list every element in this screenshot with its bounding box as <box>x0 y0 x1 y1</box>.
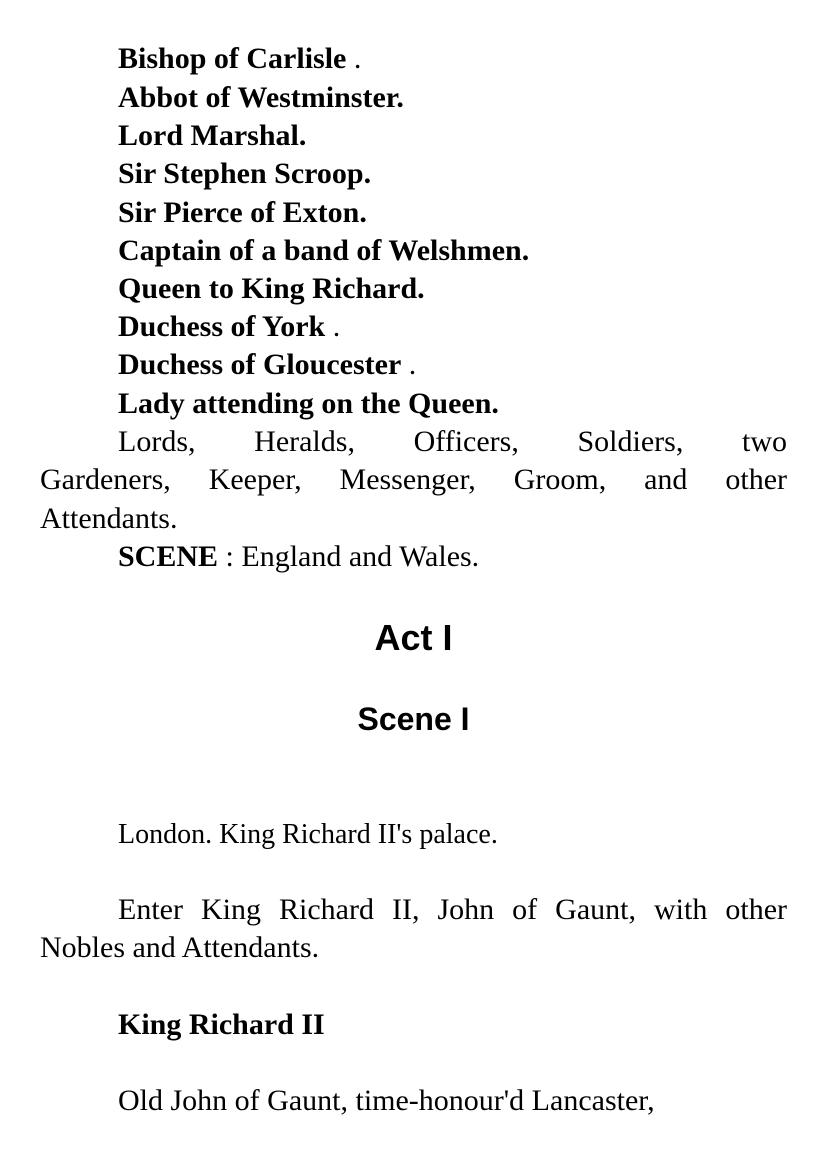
scene-location: London. King Richard II's palace. <box>118 819 498 850</box>
persona-sir-stephen-scroop: Sir Stephen Scroop. <box>118 157 372 190</box>
persona-queen: Queen to King Richard. <box>118 272 425 305</box>
persona-captain-of-welshmen: Captain of a band of Welshmen. <box>118 234 530 267</box>
persona-duchess-of-york: Duchess of York . <box>118 310 341 343</box>
persona-duchess-of-gloucester: Duchess of Gloucester . <box>118 348 417 381</box>
attendants-line-3: Attendants. <box>40 502 178 535</box>
scene-setting-text: : England and Wales. <box>218 540 480 573</box>
scene-heading: Scene I <box>357 701 470 737</box>
act-heading: Act I <box>374 617 453 658</box>
stage-direction-line-2: Nobles and Attendants. <box>40 931 320 964</box>
scene-setting-label: SCENE <box>118 540 219 573</box>
attendants-line-1: Lords, Heralds, Officers, Soldiers, two <box>118 425 787 458</box>
persona-lady-attending: Lady attending on the Queen. <box>118 387 499 420</box>
stage-direction-line-1: Enter King Richard II, John of Gaunt, with other <box>118 893 787 926</box>
persona-bishop-of-carlisle: Bishop of Carlisle . <box>118 42 362 75</box>
persona-abbot-of-westminster: Abbot of Westminster. <box>118 81 404 114</box>
attendants-line-2: Gardeners, Keeper, Messenger, Groom, and other <box>40 463 787 496</box>
speaker-name: King Richard II <box>118 1008 325 1041</box>
persona-lord-marshal: Lord Marshal. <box>118 119 307 152</box>
persona-sir-pierce-of-exton: Sir Pierce of Exton. <box>118 196 367 229</box>
scene-setting <box>118 538 479 576</box>
dialogue-line: Old John of Gaunt, time-honour'd Lancaster, <box>118 1084 655 1117</box>
